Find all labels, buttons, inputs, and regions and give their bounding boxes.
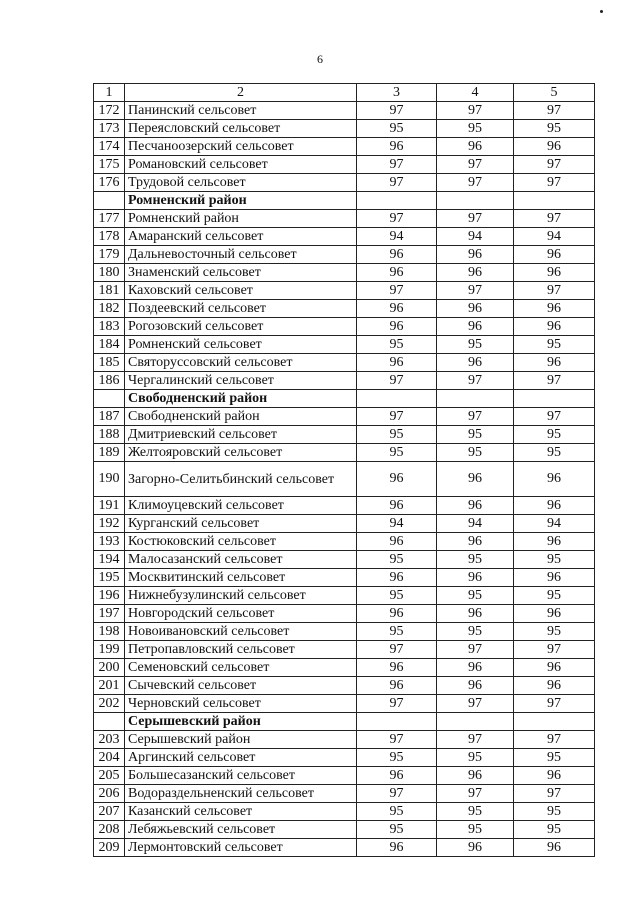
table-row [94, 156, 595, 174]
name-cell: Трудовой сельсовет [125, 174, 357, 192]
value-cell-col4: 97 [437, 102, 514, 120]
name-cell: Ромненский сельсовет [125, 336, 357, 354]
table-row [94, 444, 595, 462]
value-cell-col3: 95 [357, 803, 437, 821]
value-cell-col4: 95 [437, 551, 514, 569]
value-cell-col3: 96 [357, 246, 437, 264]
value-cell-col3: 97 [357, 174, 437, 192]
name-cell: Серышевский район [125, 731, 357, 749]
row-number-cell: 186 [94, 372, 125, 390]
row-number-cell: 184 [94, 336, 125, 354]
name-cell: Новгородский сельсовет [125, 605, 357, 623]
row-number-cell: 201 [94, 677, 125, 695]
row-number-cell: 192 [94, 515, 125, 533]
table-row [94, 300, 595, 318]
row-number-cell: 199 [94, 641, 125, 659]
value-cell-col3: 97 [357, 731, 437, 749]
value-cell-col4: 95 [437, 426, 514, 444]
value-cell-col4: 94 [437, 228, 514, 246]
value-cell-col3: 96 [357, 569, 437, 587]
value-cell-col4: 97 [437, 372, 514, 390]
column-header: 5 [514, 84, 595, 102]
row-number-cell [94, 192, 125, 210]
row-number-cell: 172 [94, 102, 125, 120]
row-number-cell: 196 [94, 587, 125, 605]
value-cell-col3: 95 [357, 623, 437, 641]
row-number-cell: 174 [94, 138, 125, 156]
value-cell-col4: 96 [437, 569, 514, 587]
value-cell-col5: 96 [514, 462, 595, 497]
value-cell-col4: 96 [437, 462, 514, 497]
value-cell-col5: 97 [514, 102, 595, 120]
value-cell-col3: 95 [357, 821, 437, 839]
name-cell: Москвитинский сельсовет [125, 569, 357, 587]
row-number-cell: 207 [94, 803, 125, 821]
value-cell-col5: 97 [514, 695, 595, 713]
table-row [94, 282, 595, 300]
value-cell-col4: 96 [437, 533, 514, 551]
row-number-cell: 177 [94, 210, 125, 228]
row-number-cell: 204 [94, 749, 125, 767]
table-row [94, 839, 595, 857]
row-number-cell: 191 [94, 497, 125, 515]
name-cell: Нижнебузулинский сельсовет [125, 587, 357, 605]
row-number-cell: 178 [94, 228, 125, 246]
table-row [94, 641, 595, 659]
column-header: 2 [125, 84, 357, 102]
value-cell-col5: 97 [514, 282, 595, 300]
value-cell-col4 [437, 192, 514, 210]
value-cell-col5: 96 [514, 677, 595, 695]
table-row [94, 821, 595, 839]
row-number-cell: 183 [94, 318, 125, 336]
value-cell-col3: 95 [357, 444, 437, 462]
row-number-cell: 200 [94, 659, 125, 677]
table-row [94, 354, 595, 372]
name-cell: Рогозовский сельсовет [125, 318, 357, 336]
table-body [94, 84, 595, 857]
table-row [94, 605, 595, 623]
value-cell-col3: 95 [357, 336, 437, 354]
row-number-cell: 182 [94, 300, 125, 318]
table-row [94, 551, 595, 569]
value-cell-col4: 96 [437, 354, 514, 372]
column-header: 1 [94, 84, 125, 102]
table-row [94, 533, 595, 551]
name-cell: Свободненский район [125, 408, 357, 426]
table-row [94, 515, 595, 533]
value-cell-col4: 97 [437, 210, 514, 228]
district-name-cell: Серышевский район [125, 713, 357, 731]
table-row [94, 803, 595, 821]
table-row [94, 174, 595, 192]
table-row [94, 138, 595, 156]
value-cell-col5 [514, 192, 595, 210]
name-cell: Романовский сельсовет [125, 156, 357, 174]
value-cell-col5: 95 [514, 587, 595, 605]
name-cell: Климоуцевский сельсовет [125, 497, 357, 515]
name-cell: Петропавловский сельсовет [125, 641, 357, 659]
value-cell-col4: 97 [437, 156, 514, 174]
value-cell-col3: 94 [357, 515, 437, 533]
name-cell: Большесазанский сельсовет [125, 767, 357, 785]
row-number-cell: 202 [94, 695, 125, 713]
name-cell: Святоруссовский сельсовет [125, 354, 357, 372]
value-cell-col4: 95 [437, 623, 514, 641]
table-row [94, 569, 595, 587]
value-cell-col4: 97 [437, 695, 514, 713]
name-cell: Дмитриевский сельсовет [125, 426, 357, 444]
value-cell-col3: 97 [357, 372, 437, 390]
table-row [94, 749, 595, 767]
name-cell: Сычевский сельсовет [125, 677, 357, 695]
value-cell-col3: 97 [357, 156, 437, 174]
value-cell-col4: 96 [437, 246, 514, 264]
row-number-cell: 181 [94, 282, 125, 300]
name-cell: Лермонтовский сельсовет [125, 839, 357, 857]
district-name-cell: Свободненский район [125, 390, 357, 408]
row-number-cell: 197 [94, 605, 125, 623]
table-row [94, 372, 595, 390]
value-cell-col3: 96 [357, 497, 437, 515]
table-row [94, 246, 595, 264]
value-cell-col5: 95 [514, 623, 595, 641]
name-cell: Курганский сельсовет [125, 515, 357, 533]
value-cell-col3: 96 [357, 533, 437, 551]
table-row [94, 497, 595, 515]
value-cell-col4: 96 [437, 497, 514, 515]
table-row [94, 677, 595, 695]
name-cell: Черновский сельсовет [125, 695, 357, 713]
table-row [94, 336, 595, 354]
district-header-row [94, 390, 595, 408]
table-row [94, 731, 595, 749]
name-cell: Лебяжьевский сельсовет [125, 821, 357, 839]
row-number-cell: 175 [94, 156, 125, 174]
value-cell-col3 [357, 713, 437, 731]
value-cell-col3: 97 [357, 210, 437, 228]
district-header-row [94, 192, 595, 210]
table-row [94, 102, 595, 120]
table-row [94, 623, 595, 641]
value-cell-col3: 97 [357, 102, 437, 120]
value-cell-col5: 97 [514, 156, 595, 174]
value-cell-col3: 95 [357, 426, 437, 444]
value-cell-col3: 96 [357, 839, 437, 857]
name-cell: Семеновский сельсовет [125, 659, 357, 677]
name-cell: Переясловский сельсовет [125, 120, 357, 138]
name-cell: Казанский сельсовет [125, 803, 357, 821]
table-row [94, 318, 595, 336]
value-cell-col5: 95 [514, 120, 595, 138]
value-cell-col3: 96 [357, 300, 437, 318]
value-cell-col5: 96 [514, 264, 595, 282]
row-number-cell: 208 [94, 821, 125, 839]
value-cell-col5: 96 [514, 246, 595, 264]
value-cell-col4: 97 [437, 731, 514, 749]
value-cell-col3: 96 [357, 462, 437, 497]
value-cell-col5: 95 [514, 803, 595, 821]
value-cell-col5: 97 [514, 731, 595, 749]
table-row [94, 426, 595, 444]
value-cell-col5: 96 [514, 318, 595, 336]
value-cell-col4: 95 [437, 821, 514, 839]
value-cell-col3 [357, 192, 437, 210]
value-cell-col5: 96 [514, 569, 595, 587]
value-cell-col4: 97 [437, 408, 514, 426]
name-cell: Каховский сельсовет [125, 282, 357, 300]
value-cell-col4: 97 [437, 282, 514, 300]
name-cell: Аргинский сельсовет [125, 749, 357, 767]
column-header: 3 [357, 84, 437, 102]
name-cell: Малосазанский сельсовет [125, 551, 357, 569]
value-cell-col5: 96 [514, 354, 595, 372]
table-header-row [94, 84, 595, 102]
value-cell-col3: 96 [357, 354, 437, 372]
name-cell: Знаменский сельсовет [125, 264, 357, 282]
value-cell-col4: 96 [437, 318, 514, 336]
value-cell-col5: 96 [514, 659, 595, 677]
value-cell-col3: 94 [357, 228, 437, 246]
value-cell-col5: 96 [514, 138, 595, 156]
value-cell-col5: 96 [514, 605, 595, 623]
value-cell-col4: 95 [437, 587, 514, 605]
value-cell-col5: 96 [514, 533, 595, 551]
value-cell-col4: 96 [437, 677, 514, 695]
value-cell-col4: 96 [437, 839, 514, 857]
value-cell-col3: 97 [357, 785, 437, 803]
value-cell-col4: 95 [437, 749, 514, 767]
value-cell-col4: 96 [437, 767, 514, 785]
name-cell: Загорно-Селитьбинский сельсовет [125, 462, 357, 497]
value-cell-col3: 96 [357, 264, 437, 282]
name-cell: Песчаноозерский сельсовет [125, 138, 357, 156]
row-number-cell: 194 [94, 551, 125, 569]
scan-dot [600, 10, 603, 13]
name-cell: Дальневосточный сельсовет [125, 246, 357, 264]
row-number-cell: 206 [94, 785, 125, 803]
value-cell-col5: 97 [514, 641, 595, 659]
table-row [94, 264, 595, 282]
value-cell-col3: 96 [357, 605, 437, 623]
row-number-cell [94, 713, 125, 731]
table-row [94, 462, 595, 497]
value-cell-col4: 97 [437, 641, 514, 659]
name-cell: Панинский сельсовет [125, 102, 357, 120]
value-cell-col3: 95 [357, 587, 437, 605]
table-row [94, 659, 595, 677]
value-cell-col5: 96 [514, 839, 595, 857]
value-cell-col4: 95 [437, 444, 514, 462]
name-cell: Ромненский район [125, 210, 357, 228]
value-cell-col5: 97 [514, 408, 595, 426]
value-cell-col3: 96 [357, 318, 437, 336]
value-cell-col3: 97 [357, 408, 437, 426]
name-cell: Водораздельненский сельсовет [125, 785, 357, 803]
value-cell-col5: 96 [514, 497, 595, 515]
table-row [94, 210, 595, 228]
value-cell-col5: 97 [514, 174, 595, 192]
name-cell: Чергалинский сельсовет [125, 372, 357, 390]
row-number-cell: 179 [94, 246, 125, 264]
value-cell-col5: 96 [514, 767, 595, 785]
value-cell-col4: 97 [437, 785, 514, 803]
row-number-cell: 180 [94, 264, 125, 282]
value-cell-col3: 96 [357, 767, 437, 785]
value-cell-col4: 97 [437, 174, 514, 192]
name-cell: Поздеевский сельсовет [125, 300, 357, 318]
value-cell-col5: 95 [514, 821, 595, 839]
district-name-cell: Ромненский район [125, 192, 357, 210]
row-number-cell: 209 [94, 839, 125, 857]
value-cell-col4: 95 [437, 336, 514, 354]
page-number: 6 [317, 52, 323, 66]
value-cell-col3 [357, 390, 437, 408]
data-table [93, 83, 595, 857]
name-cell: Желтояровский сельсовет [125, 444, 357, 462]
value-cell-col4: 96 [437, 138, 514, 156]
row-number-cell: 198 [94, 623, 125, 641]
value-cell-col5: 94 [514, 228, 595, 246]
name-cell: Новоивановский сельсовет [125, 623, 357, 641]
value-cell-col5: 95 [514, 444, 595, 462]
table-row [94, 767, 595, 785]
row-number-cell: 189 [94, 444, 125, 462]
value-cell-col4: 95 [437, 120, 514, 138]
table-row [94, 408, 595, 426]
value-cell-col5: 95 [514, 551, 595, 569]
name-cell: Костюковский сельсовет [125, 533, 357, 551]
value-cell-col4 [437, 390, 514, 408]
row-number-cell: 185 [94, 354, 125, 372]
table-row [94, 587, 595, 605]
row-number-cell [94, 390, 125, 408]
value-cell-col4: 96 [437, 300, 514, 318]
value-cell-col3: 95 [357, 551, 437, 569]
table-row [94, 695, 595, 713]
row-number-cell: 195 [94, 569, 125, 587]
row-number-cell: 205 [94, 767, 125, 785]
column-header: 4 [437, 84, 514, 102]
table-row [94, 228, 595, 246]
value-cell-col5: 95 [514, 749, 595, 767]
value-cell-col4: 96 [437, 659, 514, 677]
value-cell-col3: 96 [357, 677, 437, 695]
value-cell-col3: 96 [357, 138, 437, 156]
value-cell-col3: 97 [357, 641, 437, 659]
row-number-cell: 193 [94, 533, 125, 551]
value-cell-col5: 94 [514, 515, 595, 533]
name-cell: Амаранский сельсовет [125, 228, 357, 246]
value-cell-col3: 97 [357, 282, 437, 300]
value-cell-col5: 97 [514, 210, 595, 228]
row-number-cell: 176 [94, 174, 125, 192]
value-cell-col3: 96 [357, 659, 437, 677]
value-cell-col5 [514, 390, 595, 408]
row-number-cell: 173 [94, 120, 125, 138]
value-cell-col4: 96 [437, 605, 514, 623]
row-number-cell: 190 [94, 462, 125, 497]
value-cell-col5: 96 [514, 300, 595, 318]
value-cell-col5: 97 [514, 785, 595, 803]
value-cell-col3: 95 [357, 120, 437, 138]
value-cell-col4: 94 [437, 515, 514, 533]
value-cell-col5: 95 [514, 426, 595, 444]
value-cell-col4: 96 [437, 264, 514, 282]
table-row [94, 120, 595, 138]
value-cell-col5: 97 [514, 372, 595, 390]
table-row [94, 785, 595, 803]
value-cell-col3: 97 [357, 695, 437, 713]
value-cell-col5 [514, 713, 595, 731]
value-cell-col4: 95 [437, 803, 514, 821]
value-cell-col4 [437, 713, 514, 731]
value-cell-col3: 95 [357, 749, 437, 767]
value-cell-col5: 95 [514, 336, 595, 354]
row-number-cell: 188 [94, 426, 125, 444]
row-number-cell: 203 [94, 731, 125, 749]
row-number-cell: 187 [94, 408, 125, 426]
district-header-row [94, 713, 595, 731]
